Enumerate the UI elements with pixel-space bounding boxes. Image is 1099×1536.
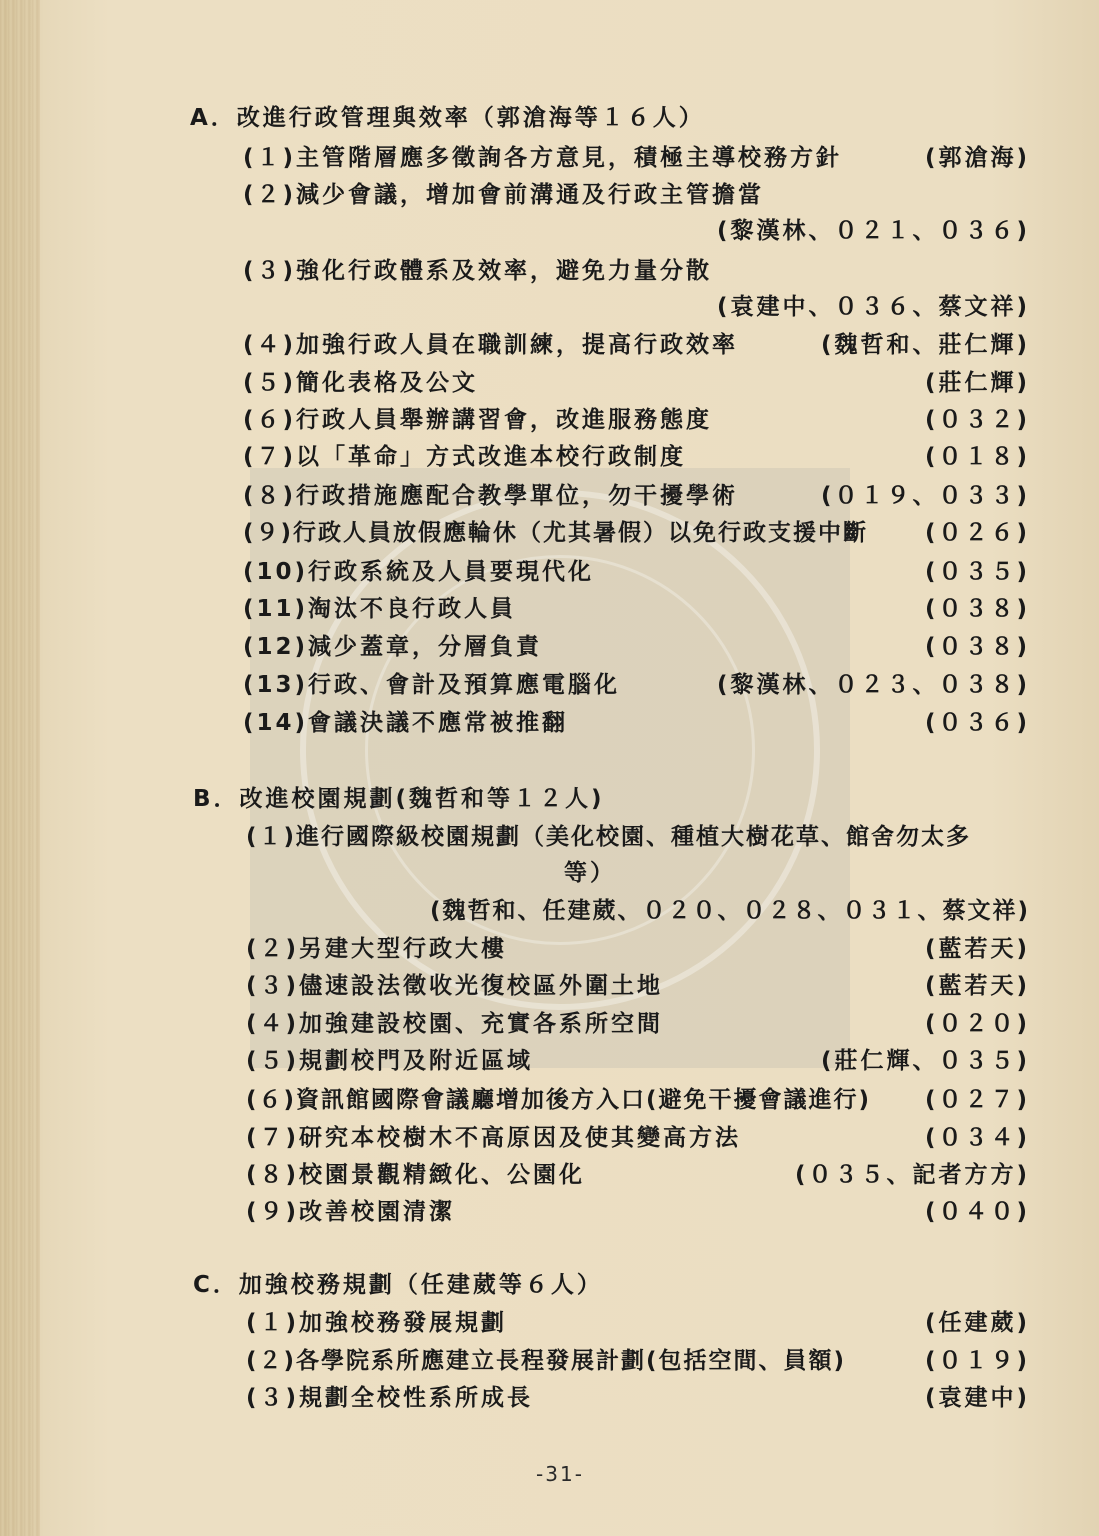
item-a10-source: (０３５) <box>924 559 1030 585</box>
item-a6: (６)行政人員舉辦講習會，改進服務態度 <box>243 407 713 433</box>
item-c3-source: (袁建中) <box>924 1385 1030 1411</box>
item-a9-source: (０２６) <box>924 520 1030 546</box>
item-c3: (３)規劃全校性系所成長 <box>246 1385 534 1411</box>
item-b3: (３)儘速設法徵收光復校區外圍土地 <box>246 973 664 999</box>
item-a1: (１)主管階層應多徵詢各方意見，積極主導校務方針 <box>243 145 843 171</box>
item-c1-source: (任建葳) <box>924 1310 1030 1336</box>
item-b3-source: (藍若天) <box>924 973 1030 999</box>
item-b5-source: (莊仁輝、０３５) <box>820 1048 1030 1074</box>
item-a13-source: (黎漢林、０２３、０３８) <box>716 672 1030 698</box>
item-b8: (８)校園景觀精緻化、公園化 <box>246 1162 586 1188</box>
item-b2-source: (藍若天) <box>924 936 1030 962</box>
item-a12-source: (０３８) <box>924 634 1030 660</box>
item-a4: (４)加強行政人員在職訓練，提高行政效率 <box>243 332 739 358</box>
item-b1-cont: 等） <box>564 860 616 886</box>
item-b4-source: (０２０) <box>924 1011 1030 1037</box>
item-c1: (１)加強校務發展規劃 <box>246 1310 508 1336</box>
item-a6-source: (０３２) <box>924 407 1030 433</box>
item-c2-source: (０１９) <box>924 1348 1030 1374</box>
item-a8-source: (０１９、０３３) <box>820 483 1030 509</box>
item-b7: (７)研究本校樹木不高原因及使其變高方法 <box>246 1125 742 1151</box>
item-a5: (５)簡化表格及公文 <box>243 370 479 396</box>
item-b2: (２)另建大型行政大樓 <box>246 936 508 962</box>
item-a11: (11)淘汰不良行政人員 <box>243 596 517 622</box>
item-a14-source: (０３６) <box>924 710 1030 736</box>
item-b1: (１)進行國際級校園規劃（美化校園、種植大樹花草、館舍勿太多 <box>246 824 972 850</box>
page-edge <box>0 0 40 1536</box>
item-a11-source: (０３８) <box>924 596 1030 622</box>
item-a8: (８)行政措施應配合教學單位，勿干擾學術 <box>243 483 739 509</box>
item-b1-source: (魏哲和、任建葳、０２０、０２８、０３１、蔡文祥) <box>429 898 1030 924</box>
section-b-heading: B．改進校園規劃(魏哲和等１２人) <box>193 786 605 812</box>
item-b8-source: (０３５、記者方方) <box>794 1162 1030 1188</box>
item-b6: (６)資訊館國際會議廳增加後方入口(避免干擾會議進行) <box>246 1087 872 1113</box>
item-a5-source: (莊仁輝) <box>924 370 1030 396</box>
item-a7-source: (０１８) <box>924 444 1030 470</box>
item-a3: (３)強化行政體系及效率，避免力量分散 <box>243 258 713 284</box>
item-a7: (７)以「革命」方式改進本校行政制度 <box>243 444 687 470</box>
item-b9-source: (０４０) <box>924 1199 1030 1225</box>
item-a12: (12)減少蓋章，分層負責 <box>243 634 543 660</box>
item-a1-source: (郭滄海) <box>924 145 1030 171</box>
item-a2: (２)減少會議，增加會前溝通及行政主管擔當 <box>243 182 765 208</box>
item-a9: (９)行政人員放假應輪休（尤其暑假）以免行政支援中斷 <box>243 520 869 546</box>
item-a14: (14)會議決議不應常被推翻 <box>243 710 569 736</box>
item-b6-source: (０２７) <box>924 1087 1030 1113</box>
item-a3-source: (袁建中、０３６、蔡文祥) <box>716 294 1030 320</box>
item-c2: (２)各學院系所應建立長程發展計劃(包括空間、員額) <box>246 1348 847 1374</box>
item-a4-source: (魏哲和、莊仁輝) <box>820 332 1030 358</box>
page-number: -31- <box>536 1462 584 1486</box>
item-b4: (４)加強建設校園、充實各系所空間 <box>246 1011 664 1037</box>
item-a10: (10)行政系統及人員要現代化 <box>243 559 595 585</box>
item-a2-source: (黎漢林、０２１、０３６) <box>716 218 1030 244</box>
section-a-heading: A．改進行政管理與效率（郭滄海等１６人） <box>190 105 705 131</box>
item-b7-source: (０３４) <box>924 1125 1030 1151</box>
item-b9: (９)改善校園清潔 <box>246 1199 456 1225</box>
item-b5: (５)規劃校門及附近區域 <box>246 1048 534 1074</box>
item-a13: (13)行政、會計及預算應電腦化 <box>243 672 621 698</box>
section-c-heading: C．加強校務規劃（任建葳等６人） <box>193 1272 603 1298</box>
